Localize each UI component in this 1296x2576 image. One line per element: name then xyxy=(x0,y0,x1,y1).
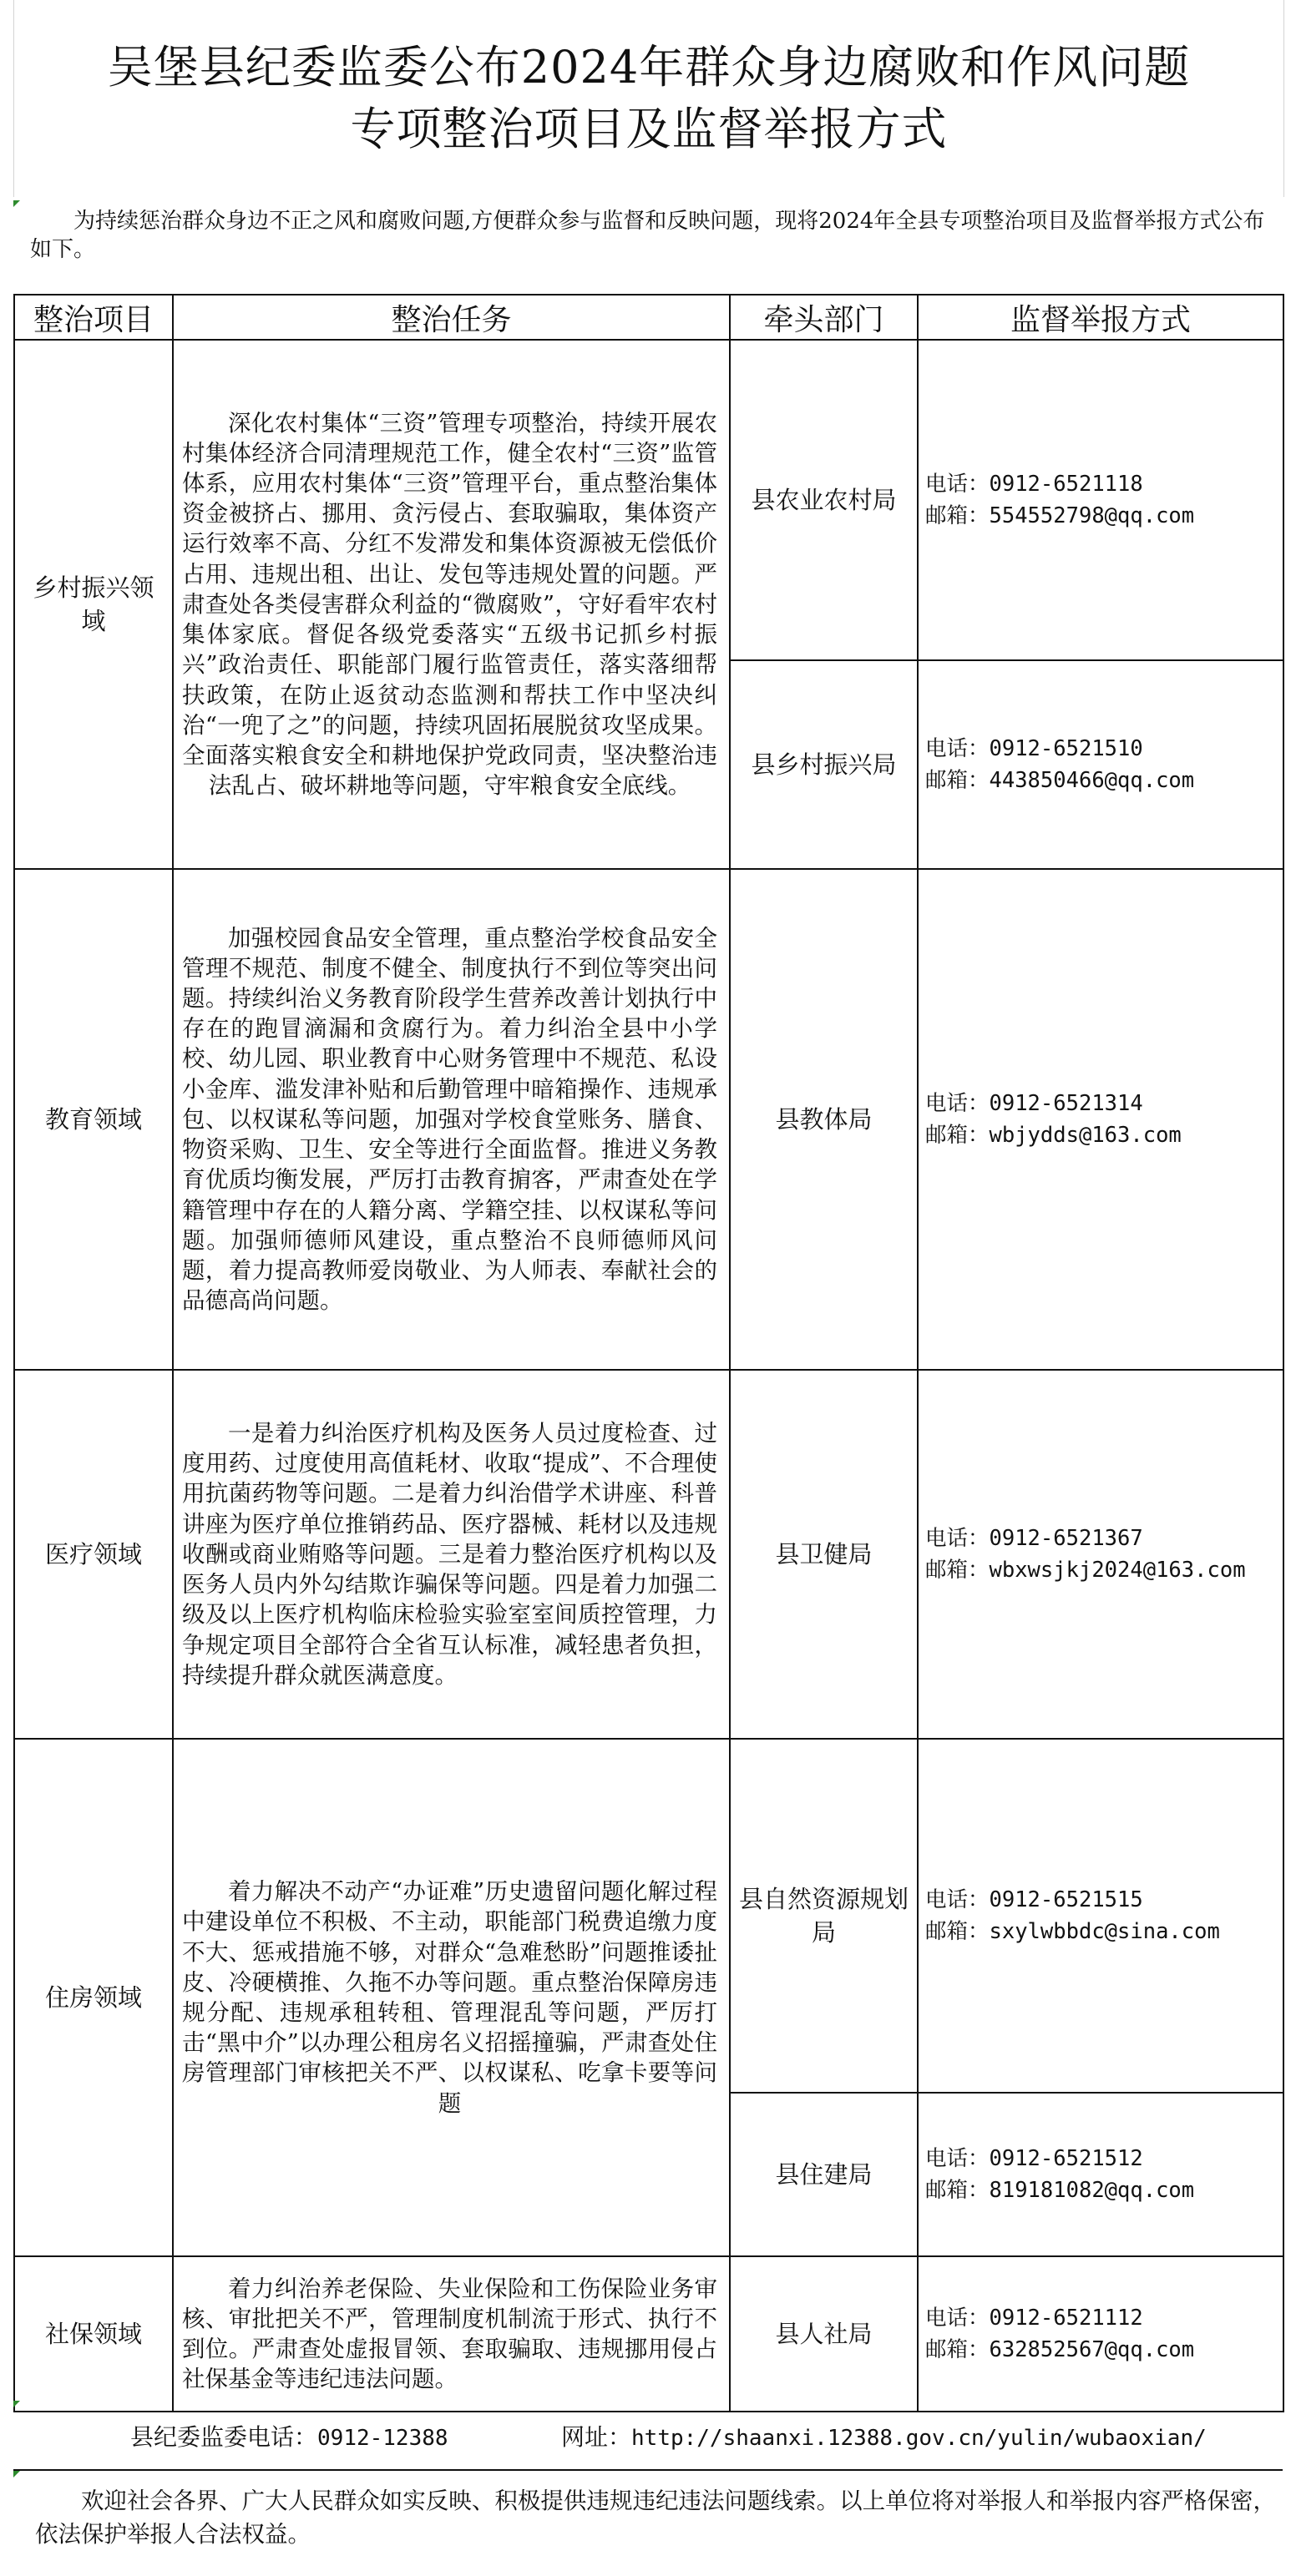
area-cell: 乡村振兴领域 xyxy=(14,340,173,869)
title-block xyxy=(13,0,1284,197)
table-row xyxy=(14,869,1283,1370)
email-text: 邮箱：819181082@qq.com xyxy=(925,2178,1195,2203)
task-cell: 一是着力纠治医疗机构及医务人员过度检查、过度用药、过度使用高值耗材、收取“提成”、不合理使用抗菌药物等问题。二是着力纠治借学术讲座、科普讲座为医疗单位推销药品、医疗器械、耗材以及违规收酬或商业贿赂等问题。三是着力整治医疗机构以及医务人员内外勾结欺诈骗保等问题。四是着力加强二级及以上医疗机构临床检验实验室室间质控管理，力争规定项目全部符合全省互认标准，减轻患者负担，持续提升群众就医满意度。 xyxy=(173,1370,730,1739)
footer-phone xyxy=(130,2419,448,2452)
rectification-table xyxy=(13,294,1284,2412)
phone-text: 电话：0912-6521510 xyxy=(925,736,1143,761)
email-text: 邮箱：554552798@qq.com xyxy=(925,503,1195,528)
phone-text: 电话：0912-6521314 xyxy=(925,1091,1143,1116)
email-text: 邮箱：wbjydds@163.com xyxy=(925,1123,1182,1148)
table-row xyxy=(14,1739,1283,2093)
footer-phone-number: 0912-12388 xyxy=(317,2426,448,2451)
header-task: 整治任务 xyxy=(173,295,730,340)
area-cell: 医疗领域 xyxy=(14,1370,173,1739)
page-title-line-2: 专项整治项目及监督举报方式 xyxy=(350,103,948,155)
cell-comment-marker xyxy=(13,2471,20,2478)
email-text: 邮箱：443850466@qq.com xyxy=(925,768,1195,793)
dept-cell: 县自然资源规划局 xyxy=(730,1739,918,2093)
footer-web-url[interactable]: http://shaanxi.12388.gov.cn/yulin/wubaoxian/ xyxy=(631,2426,1207,2451)
table-header-row xyxy=(14,295,1283,340)
contact-cell xyxy=(918,2093,1283,2256)
closing-paragraph: 欢迎社会各界、广大人民群众如实反映、积极提供违规违纪违法问题线索。以上单位将对举报人和举报内容严格保密，依法保护举报人合法权益。 xyxy=(35,2488,1276,2548)
intro-paragraph: 为持续惩治群众身边不正之风和腐败问题,方便群众参与监督和反映问题，现将2024年全县专项整治项目及监督举报方式公布如下。 xyxy=(30,209,1265,262)
document-sheet xyxy=(7,0,1289,2576)
phone-text: 电话：0912-6521512 xyxy=(925,2146,1143,2171)
contact-cell xyxy=(918,660,1283,869)
dept-cell: 县卫健局 xyxy=(730,1370,918,1739)
area-cell: 住房领域 xyxy=(14,1739,173,2256)
dept-cell: 县乡村振兴局 xyxy=(730,660,918,869)
area-cell: 教育领域 xyxy=(14,869,173,1370)
contact-cell xyxy=(918,1739,1283,2093)
contact-cell xyxy=(918,1370,1283,1739)
dept-cell: 县教体局 xyxy=(730,869,918,1370)
header-area: 整治项目 xyxy=(14,295,173,340)
page-title-line-1: 吴堡县纪委监委公布2024年群众身边腐败和作风问题 xyxy=(107,41,1191,93)
email-text: 邮箱：wbxwsjkj2024@163.com xyxy=(925,1558,1246,1583)
phone-text: 电话：0912-6521515 xyxy=(925,1887,1143,1912)
table-row xyxy=(14,2256,1283,2412)
area-cell: 社保领域 xyxy=(14,2256,173,2412)
table-row xyxy=(14,1370,1283,1739)
phone-text: 电话：0912-6521118 xyxy=(925,472,1143,497)
footer-phone-label: 县纪委监委电话： xyxy=(130,2423,318,2451)
footer-contact-row xyxy=(13,2399,1283,2471)
table-row xyxy=(14,340,1283,660)
header-dept: 牵头部门 xyxy=(730,295,918,340)
phone-text: 电话：0912-6521112 xyxy=(925,2306,1143,2331)
task-cell: 着力解决不动产“办证难”历史遗留问题化解过程中建设单位不积极、不主动，职能部门税费追缴力度不大、惩戒措施不够，对群众“急难愁盼”问题推诿扯皮、冷硬横推、久拖不办等问题。重点整治保障房违规分配、违规承租转租、管理混乱等问题，严厉打击“黑中介”以办理公租房名义招摇撞骗，严肃查处住房管理部门审核把关不严、以权谋私、吃拿卡要等问题 xyxy=(173,1739,730,2256)
dept-cell: 县住建局 xyxy=(730,2093,918,2256)
contact-cell xyxy=(918,2256,1283,2412)
contact-cell xyxy=(918,869,1283,1370)
dept-cell: 县人社局 xyxy=(730,2256,918,2412)
task-cell: 加强校园食品安全管理，重点整治学校食品安全管理不规范、制度不健全、制度执行不到位等突出问题。持续纠治义务教育阶段学生营养改善计划执行中存在的跑冒滴漏和贪腐行为。着力纠治全县中小学校、幼儿园、职业教育中心财务管理中不规范、私设小金库、滥发津补贴和后勤管理中暗箱操作、违规承包、以权谋私等问题，加强对学校食堂账务、膳食、物资采购、卫生、安全等进行全面监督。推进义务教育优质均衡发展，严厉打击教育掮客，严肃查处在学籍管理中存在的人籍分离、学籍空挂、以权谋私等问题。加强师德师风建设，重点整治不良师德师风问题，着力提高教师爱岗敬业、为人师表、奉献社会的品德高尚问题。 xyxy=(173,869,730,1370)
task-cell: 深化农村集体“三资”管理专项整治，持续开展农村集体经济合同清理规范工作，健全农村“三资”监管体系，应用农村集体“三资”管理平台，重点整治集体资金被挤占、挪用、贪污侵占、套取骗取，集体资产运行效率不高、分红不发滞发和集体资源被无偿低价占用、违规出租、出让、发包等违规处置的问题。严肃查处各类侵害群众利益的“微腐败”，守好看牢农村集体家底。督促各级党委落实“五级书记抓乡村振兴”政治责任、职能部门履行监管责任，落实落细帮扶政策，在防止返贫动态监测和帮扶工作中坚决纠治“一兜了之”的问题，持续巩固拓展脱贫攻坚成果。全面落实粮食安全和耕地保护党政同责，坚决整治违法乱占、破坏耕地等问题，守牢粮食安全底线。 xyxy=(173,340,730,869)
task-cell: 着力纠治养老保险、失业保险和工伤保险业务审核、审批把关不严，管理制度机制流于形式、执行不到位。严肃查处虚报冒领、套取骗取、违规挪用侵占社保基金等违纪违法问题。 xyxy=(173,2256,730,2412)
email-text: 邮箱：sxylwbbdc@sina.com xyxy=(925,1919,1220,1944)
header-contact: 监督举报方式 xyxy=(918,295,1283,340)
dept-cell: 县农业农村局 xyxy=(730,340,918,660)
footer-website xyxy=(561,2419,1207,2452)
email-text: 邮箱：632852567@qq.com xyxy=(925,2337,1195,2362)
footer-web-label: 网址： xyxy=(561,2423,632,2451)
phone-text: 电话：0912-6521367 xyxy=(925,1526,1143,1551)
contact-cell xyxy=(918,340,1283,660)
